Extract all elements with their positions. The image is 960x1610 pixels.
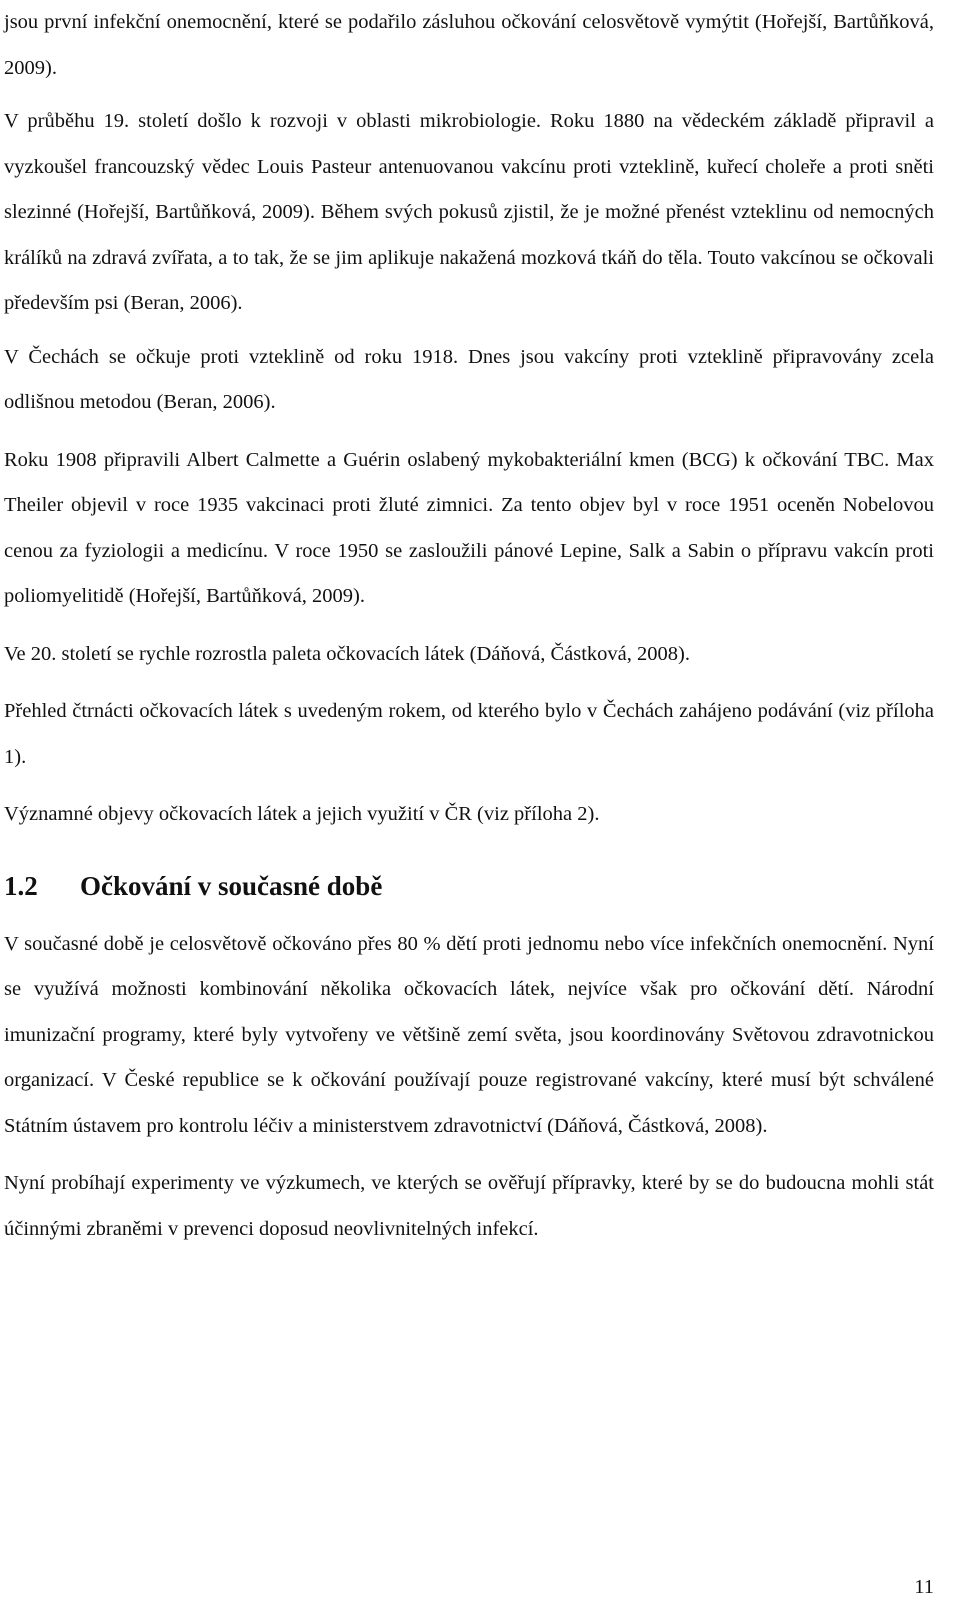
- paragraph-appendix-1-reference: Přehled čtrnácti očkovacích látek s uvedeným rokem, od kterého bylo v Čechách zahájeno podávání (viz příloha 1).: [4, 700, 934, 768]
- paragraph-current-vaccination: V současné době je celosvětově očkováno přes 80 % dětí proti jednomu nebo více infekčních onemocnění. Nyní se využívá možnosti kombinování několika očkovacích látek, nejvíce však pro očkování dětí. Národní imunizační programy, které byly vytvořeny ve většině zemí světa, jsou koordinovány Světovou zdravotnickou organizací. V České republice se k očkování používají pouze registrované vakcíny, které musí být schválené Státním ústavem pro kontrolu léčiv a ministerstvem zdravotnictví (Dáňová, Částková, 2008).: [4, 932, 934, 1137]
- section-heading: [4, 860, 934, 912]
- paragraph-smallpox-eradication: jsou první infekční onemocnění, které se podařilo zásluhou očkování celosvětově vymýtit (Hořejší, Bartůňková, 2009).: [4, 11, 934, 79]
- section-number: 1.2: [4, 870, 38, 901]
- paragraph-20th-century: Ve 20. století se rychle rozrostla paleta očkovacích látek (Dáňová, Částková, 2008).: [4, 642, 690, 665]
- section-title: Očkování v současné době: [80, 870, 383, 901]
- paragraph-pasteur-rabies: V průběhu 19. století došlo k rozvoji v oblasti mikrobiologie. Roku 1880 na vědeckém základě připravil a vyzkoušel francouzský vědec Louis Pasteur antenuovanou vakcínu proti vzteklině, kuřecí choleře a proti sněti slezinné (Hořejší, Bartůňková, 2009). Během svých pokusů zjistil, že je možné přenést vzteklinu od nemocných králíků na zdravá zvířata, a to tak, že se jim aplikuje nakažená mozková tkáň do těla. Touto vakcínou se očkovali především psi (Beran, 2006).: [4, 110, 934, 314]
- paragraph-experiments: Nyní probíhají experimenty ve výzkumech, ve kterých se ověřují přípravky, které by se do budoucna mohli stát účinnými zbraněmi v prevenci doposud neovlivnitelných infekcí.: [4, 1172, 934, 1240]
- page-number: 11: [914, 1576, 934, 1598]
- document-page: [4, 0, 934, 1252]
- paragraph-rabies-czech: V Čechách se očkuje proti vzteklině od roku 1918. Dnes jsou vakcíny proti vzteklině připravovány zcela odlišnou metodou (Beran, 2006).: [4, 345, 934, 413]
- paragraph-bcg-yellow-fever-polio: Roku 1908 připravili Albert Calmette a Guérin oslabený mykobakteriální kmen (BCG) k očkování TBC. Max Theiler objevil v roce 1935 vakcinaci proti žluté zimnici. Za tento objev byl v roce 1951 oceněn Nobelovou cenou za fyziologii a medicínu. V roce 1950 se zasloužili pánové Lepine, Salk a Sabin o přípravu vakcín proti poliomyelitidě (Hořejší, Bartůňková, 2009).: [4, 448, 934, 607]
- paragraph-appendix-2-reference: Významné objevy očkovacích látek a jejich využití v ČR (viz příloha 2).: [4, 803, 600, 825]
